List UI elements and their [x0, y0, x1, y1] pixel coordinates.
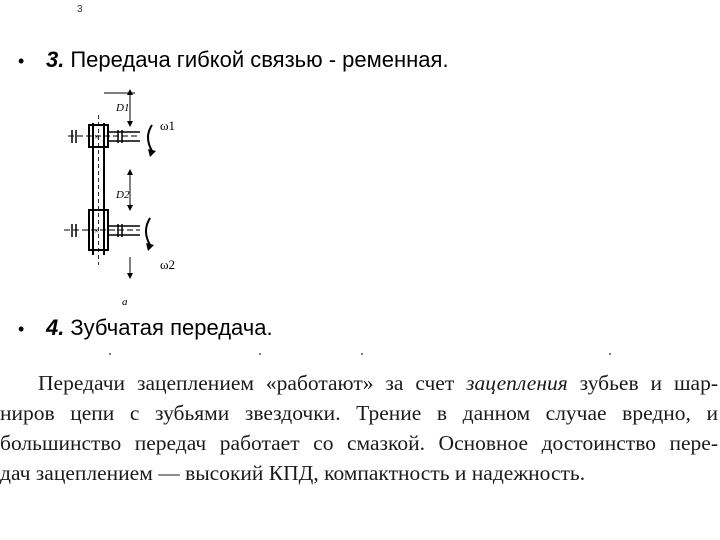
label-omega2: ω2: [160, 257, 176, 272]
omega2-rotation-arrow: [146, 218, 150, 245]
paragraph-line: большинство передач работает со смазкой. Основное достоинство пере-: [0, 431, 718, 455]
scanned-paragraph: [0, 368, 718, 488]
label-omega1: ω1: [160, 118, 176, 133]
paragraph-line: дач зацеплением — высокий КПД, компактность и надежность.: [0, 461, 586, 485]
paragraph-text: зубьев и шар-: [567, 371, 718, 395]
bullet-text: Зубчатая передача.: [70, 315, 273, 340]
belt-drive-diagram: [60, 85, 210, 310]
paragraph-line: [0, 368, 718, 398]
bullet-item-gear-drive: [18, 315, 273, 341]
bullet-number: 4.: [46, 315, 65, 340]
label-d1: D1: [116, 102, 130, 114]
paragraph-line: ниров цепи с зубьями звездочки. Трение в данном случае вредно, и: [0, 401, 718, 425]
paragraph-text: Передачи зацеплением «работают» за счет: [38, 371, 467, 395]
bullet-dot-icon: •: [18, 319, 25, 339]
slide-page-number: 3: [77, 4, 83, 15]
bullet-number: 3.: [46, 47, 65, 72]
svg-text:×: ×: [94, 132, 100, 142]
scan-artifact-dots: [100, 352, 620, 356]
bullet-text: Передача гибкой связью - ременная.: [70, 47, 449, 72]
svg-text:×: ×: [94, 226, 100, 236]
label-d2: D2: [116, 189, 130, 201]
diagram-caption-letter: a: [122, 296, 128, 308]
bullet-dot-icon: •: [18, 51, 25, 71]
bullet-item-belt-drive: [18, 47, 449, 73]
paragraph-emphasis: зацепления: [466, 371, 568, 395]
omega1-rotation-arrow: [148, 125, 152, 151]
